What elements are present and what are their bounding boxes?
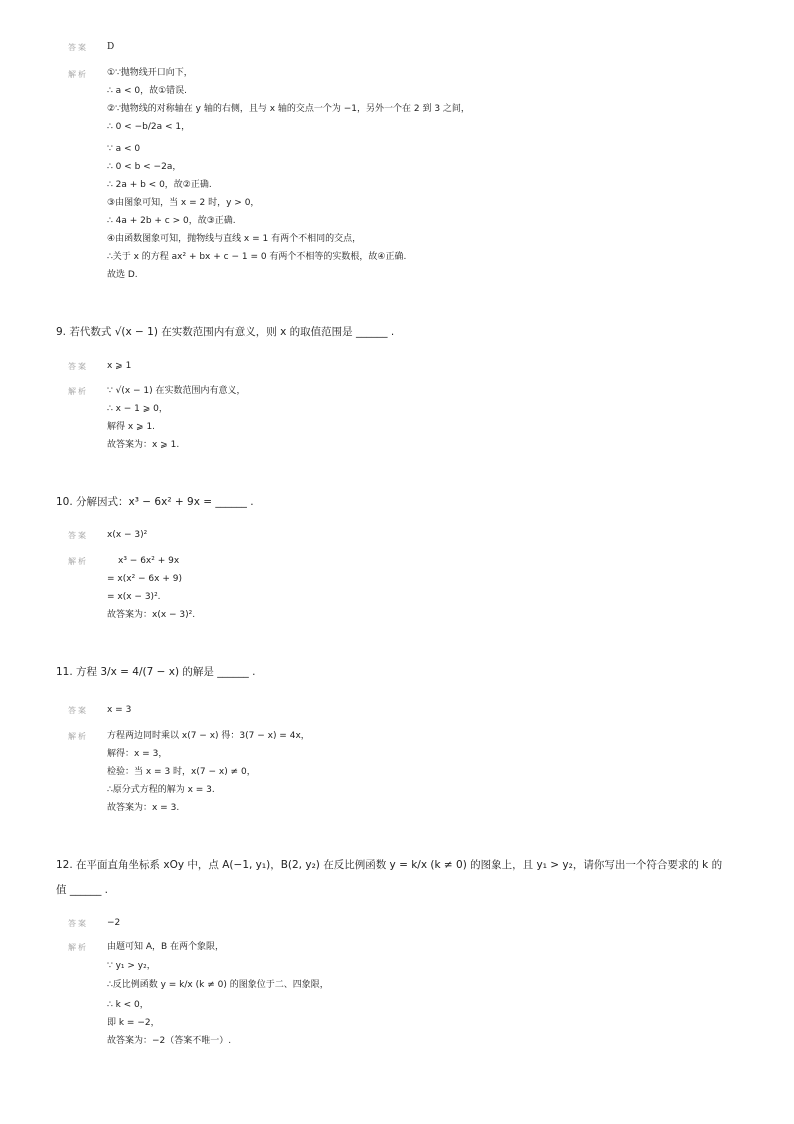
q8-line-3: ②∵抛物线的对称轴在 y 轴的右侧，且与 x 轴的交点一个为 −1，另外一个在 2 到 3 之间， bbox=[107, 104, 470, 114]
q8-line-10: ④由函数图象可知，抛物线与直线 x = 1 有两个不相同的交点， bbox=[107, 234, 362, 244]
q10-line-1: x³ − 6x² + 9x bbox=[118, 556, 180, 566]
q9-question: 9. 若代数式 √(x − 1) 在实数范围内有意义，则 x 的取值范围是 ______ . bbox=[56, 326, 395, 338]
q12-answer: −2 bbox=[107, 918, 121, 928]
q10-line-2: = x(x² − 6x + 9) bbox=[107, 574, 182, 584]
q11-question: 11. 方程 3/x = 4/(7 − x) 的解是 ______ . bbox=[56, 666, 256, 678]
q8-line-6: ∴ 0 < b < −2a， bbox=[107, 162, 182, 172]
q12-line-3: ∴反比例函数 y = k/x (k ≠ 0) 的图象位于二、四象限， bbox=[107, 980, 329, 990]
q10-line-3: = x(x − 3)². bbox=[107, 592, 161, 602]
q11-answer: x = 3 bbox=[107, 705, 132, 715]
analysis-label: 解析 bbox=[68, 943, 88, 952]
q8-answer: D bbox=[107, 42, 115, 52]
answer-label: 答案 bbox=[68, 43, 88, 52]
analysis-label: 解析 bbox=[68, 732, 88, 741]
q8-line-11: ∴关于 x 的方程 ax² + bx + c − 1 = 0 有两个不相等的实数根，故④正确. bbox=[107, 252, 407, 262]
q11-line-5: 故答案为：x = 3. bbox=[107, 803, 180, 813]
q8-line-4: ∴ 0 < −b/2a < 1， bbox=[107, 122, 191, 132]
q8-line-8: ③由图象可知，当 x = 2 时，y > 0， bbox=[107, 198, 260, 208]
answer-label: 答案 bbox=[68, 531, 88, 540]
q8-line-9: ∴ 4a + 2b + c > 0，故③正确. bbox=[107, 216, 236, 226]
answer-label: 答案 bbox=[68, 362, 88, 371]
q12-question-line-2: 值 ______ . bbox=[56, 884, 109, 896]
q12-line-6: 故答案为：−2（答案不唯一）. bbox=[107, 1036, 232, 1046]
analysis-label: 解析 bbox=[68, 70, 88, 79]
answer-label: 答案 bbox=[68, 919, 88, 928]
q12-line-5: 即 k = −2， bbox=[107, 1018, 160, 1028]
q12-line-1: 由题可知 A，B 在两个象限， bbox=[107, 942, 225, 952]
q9-answer: x ⩾ 1 bbox=[107, 361, 132, 371]
analysis-label: 解析 bbox=[68, 387, 88, 396]
q9-line-1: ∵ √(x − 1) 在实数范围内有意义， bbox=[107, 386, 246, 396]
q9-line-3: 解得 x ⩾ 1. bbox=[107, 422, 156, 432]
q11-line-1: 方程两边同时乘以 x(7 − x) 得：3(7 − x) = 4x， bbox=[107, 731, 310, 741]
q12-line-2: ∵ y₁ > y₂， bbox=[107, 961, 156, 971]
q8-line-1: ①∵抛物线开口向下， bbox=[107, 68, 193, 78]
q11-line-4: ∴原分式方程的解为 x = 3. bbox=[107, 785, 215, 795]
q11-line-3: 检验：当 x = 3 时，x(7 − x) ≠ 0， bbox=[107, 767, 256, 777]
q10-line-4: 故答案为：x(x − 3)². bbox=[107, 610, 196, 620]
q9-line-4: 故答案为：x ⩾ 1. bbox=[107, 440, 180, 450]
q8-line-5: ∵ a < 0 bbox=[107, 144, 141, 154]
q10-question: 10. 分解因式：x³ − 6x² + 9x = ______ . bbox=[56, 496, 254, 508]
q11-line-2: 解得：x = 3， bbox=[107, 749, 168, 759]
q10-answer: x(x − 3)² bbox=[107, 530, 148, 540]
answer-label: 答案 bbox=[68, 706, 88, 715]
q9-line-2: ∴ x − 1 ⩾ 0， bbox=[107, 404, 168, 414]
q12-question-line-1: 12. 在平面直角坐标系 xOy 中，点 A(−1, y₁)，B(2, y₂) 在反比例函数 y = k/x (k ≠ 0) 的图象上，且 y₁ > y₂，请你写出一个符合要求的 k 的 bbox=[56, 859, 723, 871]
analysis-label: 解析 bbox=[68, 557, 88, 566]
q8-line-12: 故选 D. bbox=[107, 270, 138, 280]
q8-line-7: ∴ 2a + b < 0，故②正确. bbox=[107, 180, 212, 190]
q8-line-2: ∴ a < 0，故①错误. bbox=[107, 86, 188, 96]
q12-line-4: ∴ k < 0， bbox=[107, 1000, 149, 1010]
